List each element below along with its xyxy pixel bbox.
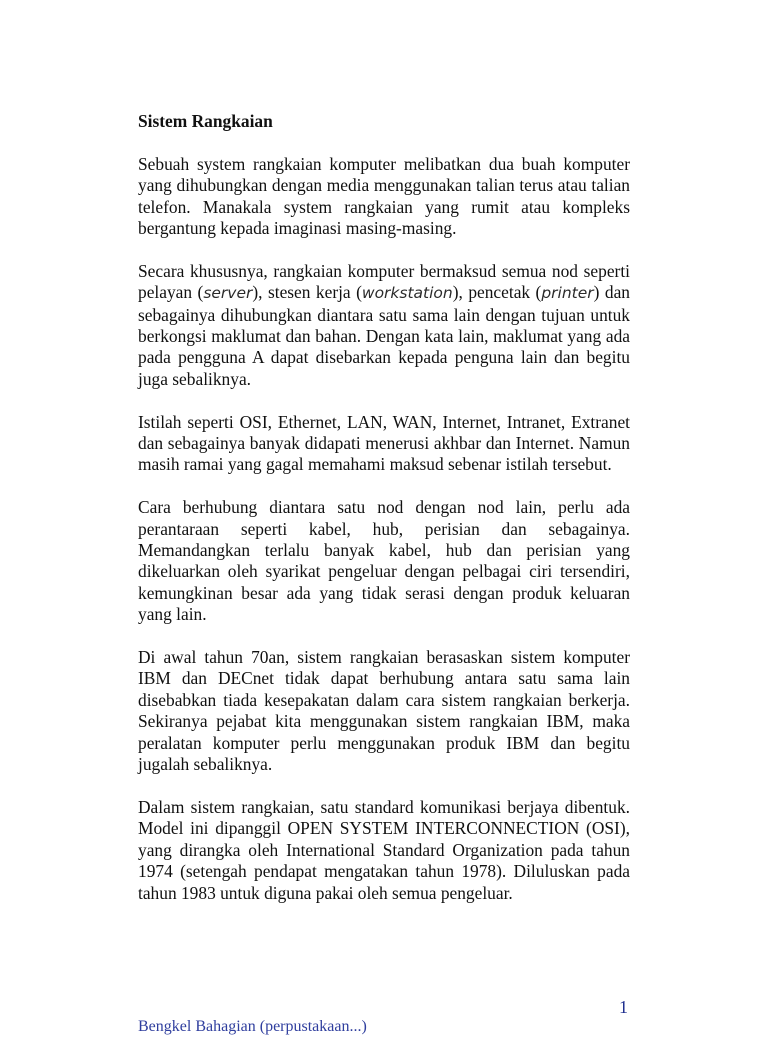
paragraph-text: ) dan sebagainya dihubungkan diantara satu sama lain dengan tujuan untuk berkongsi maklumat dan bahan. Dengan kata lain, maklumat yang ada pada pengguna A dapat disebarkan kepada penguna lain dan begitu juga sebaliknya. (138, 282, 631, 389)
paragraph-text: ), pencetak ( (452, 282, 542, 303)
italic-term: server (203, 284, 253, 303)
paragraph-text: Sebuah system rangkaian komputer melibatkan dua buah komputer yang dihubungkan dengan media menggunakan talian terus atau talian telefon. Manakala system rangkaian yang rumit atau kompleks bergantung kepada imaginasi masing-masing. (138, 153, 630, 239)
italic-term: workstation (361, 284, 453, 303)
footer-text: Bengkel Bahagian (perpustakaan...) (138, 1018, 367, 1035)
body-paragraph (138, 647, 630, 775)
body-paragraph (138, 154, 630, 240)
body-paragraph (138, 497, 630, 625)
document-body (138, 111, 630, 925)
paragraph-text: ), stesen kerja ( (252, 282, 362, 303)
paragraph-text: Istilah seperti OSI, Ethernet, LAN, WAN, Internet, Intranet, Extranet dan sebagainya banyak didapati menerusi akhbar dan Internet. Namun masih ramai yang gagal memahami maksud sebenar istilah tersebut. (138, 411, 630, 475)
paragraph-text: Secara khususnya, rangkaian komputer bermaksud semua nod seperti pelayan ( (138, 260, 630, 303)
paragraph-list (138, 154, 630, 904)
paragraph-text: Dalam sistem rangkaian, satu standard komunikasi berjaya dibentuk. Model ini dipanggil OPEN SYSTEM INTERCONNECTION (OSI), yang dirangka oleh International Standard Organization pada tahun 1974 (setengah pendapat mengatakan tahun 1978). Diluluskan pada tahun 1983 untuk diguna pakai oleh semua pengeluar. (138, 796, 630, 903)
italic-term: printer (541, 284, 594, 303)
paragraph-text: Cara berhubung diantara satu nod dengan nod lain, perlu ada perantaraan seperti kabel, hub, perisian dan sebagainya. Memandangkan terlalu banyak kabel, hub dan perisian yang dikeluarkan oleh syarikat pengeluar dengan pelbagai ciri tersendiri, kemungkinan besar ada yang tidak serasi dengan produk keluaran yang lain. (138, 497, 630, 625)
paragraph-text: Di awal tahun 70an, sistem rangkaian berasaskan sistem komputer IBM dan DECnet tidak dapat berhubung antara satu sama lain disebabkan tiada kesepakatan dalam cara sistem rangkaian berkerja. Sekiranya pejabat kita menggunakan sistem rangkaian IBM, maka peralatan komputer perlu menggunakan produk IBM dan begitu jugalah sebaliknya. (138, 647, 630, 775)
body-paragraph (138, 412, 630, 476)
document-title: Sistem Rangkaian (138, 111, 273, 131)
body-paragraph (138, 261, 630, 390)
page-number: 1 (619, 997, 628, 1017)
body-paragraph (138, 797, 630, 904)
